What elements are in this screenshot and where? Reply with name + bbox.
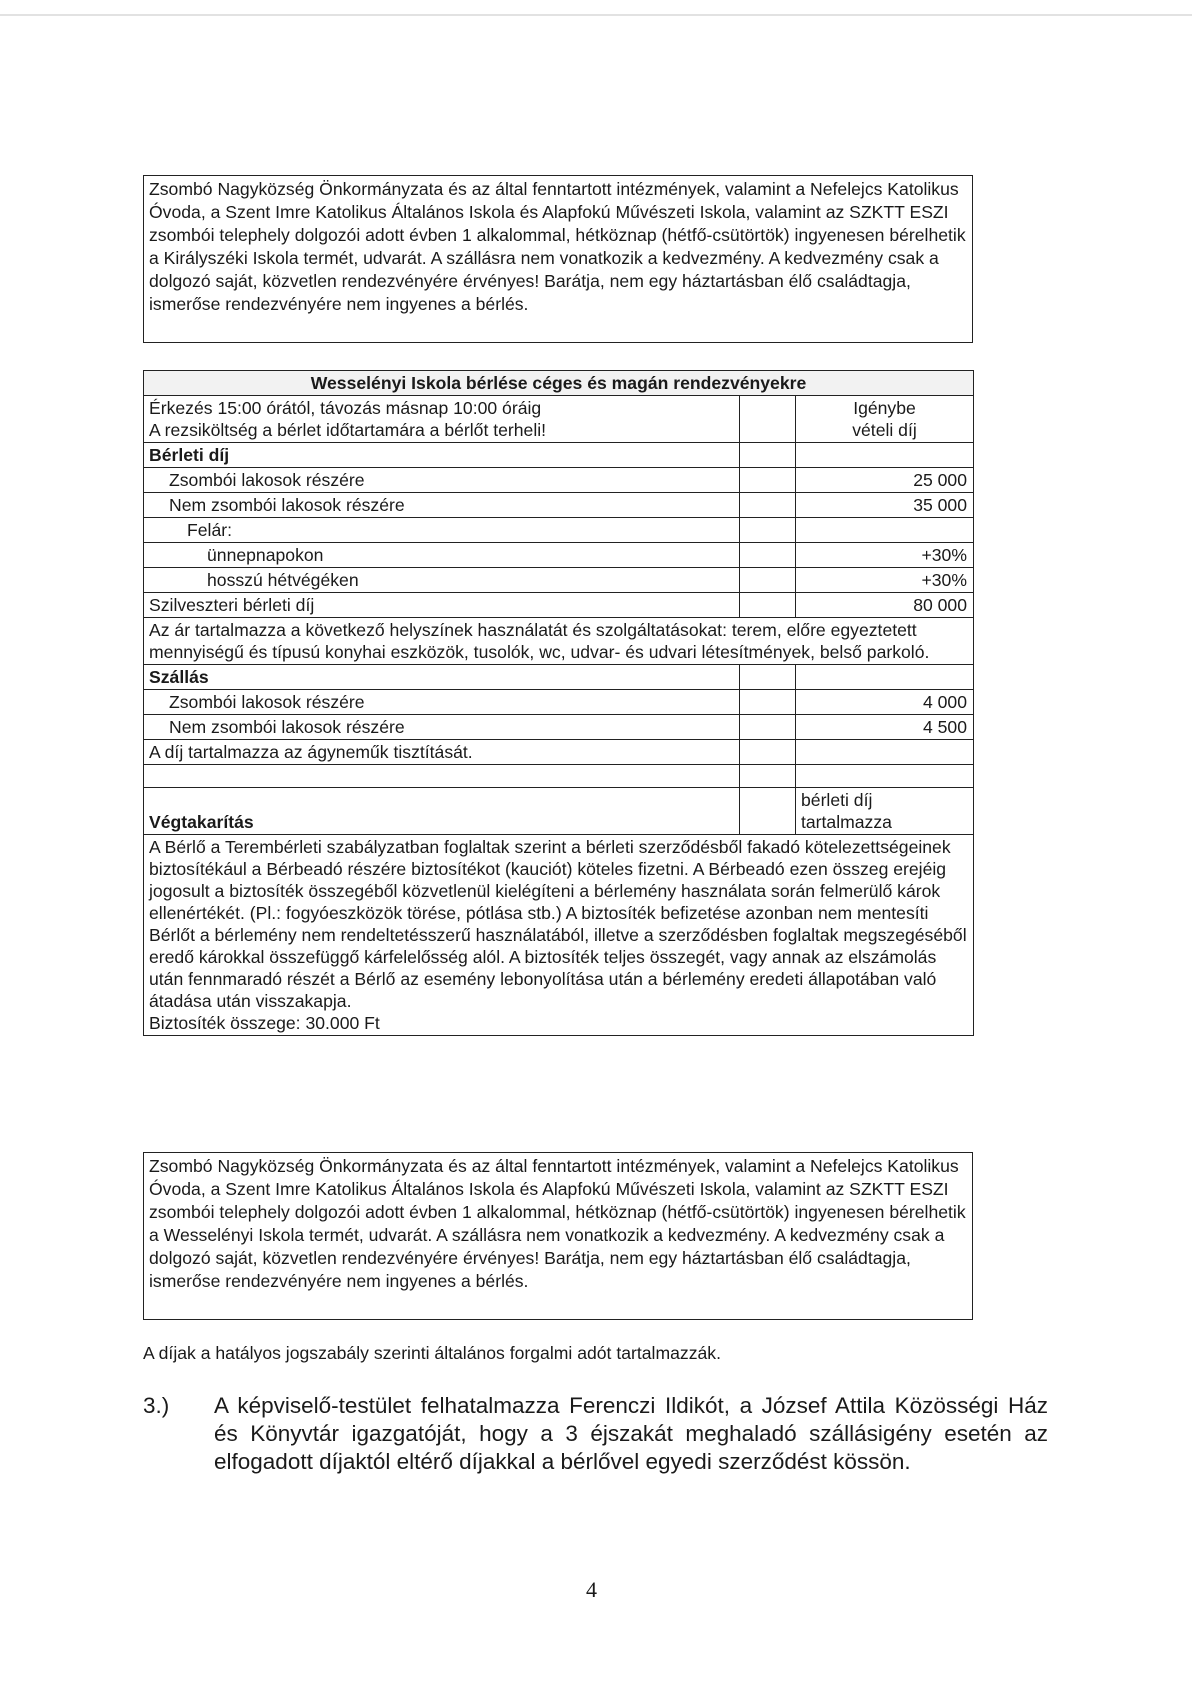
page-number: 4: [586, 1577, 597, 1602]
table-row: [144, 593, 974, 618]
table-row: [144, 493, 974, 518]
employee-discount-notice-kiralyszeki: [143, 175, 973, 343]
table-row: [144, 788, 974, 835]
resolution-number: 3.): [143, 1393, 170, 1418]
deposit-section: [144, 835, 974, 1036]
table-row-blank: [144, 765, 974, 788]
lodging-heading: Szállás: [144, 665, 740, 690]
employee-discount-notice-wesselenyi: [143, 1152, 973, 1320]
deposit-text: A Bérlő a Terembérleti szabályzatban foglaltak szerint a bérleti szerződésből fakadó kötelezettségeinek biztosítékául a Bérbeadó részére biztosítékot (kauciót) köteles fizetni. A Bérbeadó ezen összeg erejéig jogosult a biztosíték összegéből közvetlenül kielégíteni a bérlemény használata során felmerülő károk ellenértékét. (Pl.: fogyóeszközök törése, pótlása stb.) A biztosíték befizetése azonban nem mentesíti Bérlőt a bérlemény nem rendeltetésszerű használatából, illetve a szerződésben foglaltak megszegéséből eredő károkkal összefüggő kárfelelősség alól. A biztosíték teljes összegét, vagy annak az elszámolás után fennmaradó részét a Bérlő az esemény lebonyolítása után a bérlemény eredeti állapotában való átadása után visszakapja.: [149, 837, 967, 1011]
rental-fee-table: [143, 370, 974, 1036]
table-row: [144, 443, 974, 468]
table-row: [144, 543, 974, 568]
table-row: [144, 396, 974, 443]
resolution-point-3: [143, 1392, 1048, 1476]
row-label: hosszú hétvégéken: [144, 568, 740, 593]
row-value: 35 000: [796, 493, 974, 518]
utilities-line: A rezsiköltség a bérlet időtartamára a bérlőt terheli!: [149, 420, 547, 440]
row-value: 4 000: [796, 690, 974, 715]
vat-note: A díjak a hatályos jogszabály szerinti általános forgalmi adót tartalmazzák.: [143, 1343, 721, 1363]
cleaning-value: bérleti díj tartalmazza: [796, 788, 974, 835]
cleaning-label: Végtakarítás: [144, 788, 740, 835]
fee-column-header: Igénybe vételi díj: [796, 396, 974, 443]
arrival-line: Érkezés 15:00 órától, távozás másnap 10:00 óráig: [149, 398, 542, 418]
row-label: Zsombói lakosok részére: [144, 468, 740, 493]
row-value: 80 000: [796, 593, 974, 618]
row-label: Nem zsombói lakosok részére: [144, 715, 740, 740]
resolution-text: A képviselő-testület felhatalmazza Ferenczi Ildikót, a József Attila Közösségi Ház és Könyvtár igazgatóját, hogy a 3 éjszakát meghaladó szállásigény esetén az elfogadott díjaktól eltérő díjakkal a bérlővel egyedi szerződést kössön.: [214, 1393, 1048, 1474]
row-value: 4 500: [796, 715, 974, 740]
row-label: ünnepnapokon: [144, 543, 740, 568]
includes-text: Az ár tartalmazza a következő helyszínek használatát és szolgáltatásokat: terem, előre egyeztetett mennyiségű és típusú konyhai eszközök, tusolók, wc, udvar- és udvari létesítmények, belső parkoló.: [144, 618, 974, 665]
row-label: Zsombói lakosok részére: [144, 690, 740, 715]
table-row: [144, 618, 974, 665]
arrival-info: [144, 396, 740, 443]
notice-text: Zsombó Nagyközség Önkormányzata és az által fenntartott intézmények, valamint a Nefelejcs Katolikus Óvoda, a Szent Imre Katolikus Általános Iskola és Alapfokú Művészeti Iskola, valamint az SZKTT ESZI zsombói telephely dolgozói adott évben 1 alkalommal, hétköznap (hétfő-csütörtök) ingyenesen bérelhetik a Királyszéki Iskola termét, udvarát. A szállásra nem vonatkozik a kedvezmény. A kedvezmény csak a dolgozó saját, közvetlen rendezvényére érvényes! Barátja, nem egy háztartásban élő családtagja, ismerőse rendezvényére nem ingyenes a bérlés.: [149, 179, 966, 314]
table-row: [144, 835, 974, 1036]
table-row: [144, 568, 974, 593]
row-label: Nem zsombói lakosok részére: [144, 493, 740, 518]
row-value: +30%: [796, 568, 974, 593]
notice-text: Zsombó Nagyközség Önkormányzata és az által fenntartott intézmények, valamint a Nefelejcs Katolikus Óvoda, a Szent Imre Katolikus Általános Iskola és Alapfokú Művészeti Iskola, valamint az SZKTT ESZI zsombói telephely dolgozói adott évben 1 alkalommal, hétköznap (hétfő-csütörtök) ingyenesen bérelhetik a Wesselényi Iskola termét, udvarát. A szállásra nem vonatkozik a kedvezmény. A kedvezmény csak a dolgozó saját, közvetlen rendezvényére érvényes! Barátja, nem egy háztartásban élő családtagja, ismerőse rendezvényére nem ingyenes a bérlés.: [149, 1156, 966, 1291]
surcharge-label: Felár:: [144, 518, 740, 543]
rental-fee-heading: Bérleti díj: [144, 443, 740, 468]
deposit-amount: Biztosíték összege: 30.000 Ft: [149, 1013, 380, 1033]
table-row: [144, 740, 974, 765]
table-title-row: [144, 371, 974, 396]
scan-top-edge: [0, 14, 1192, 16]
table-title: Wesselényi Iskola bérlése céges és magán rendezvényekre: [144, 371, 974, 396]
row-value: 25 000: [796, 468, 974, 493]
table-row: [144, 690, 974, 715]
row-value: +30%: [796, 543, 974, 568]
table-row: [144, 518, 974, 543]
lodging-note: A díj tartalmazza az ágyneműk tisztítását.: [144, 740, 740, 765]
table-row: [144, 665, 974, 690]
table-row: [144, 468, 974, 493]
row-label: Szilveszteri bérleti díj: [144, 593, 740, 618]
table-row: [144, 715, 974, 740]
